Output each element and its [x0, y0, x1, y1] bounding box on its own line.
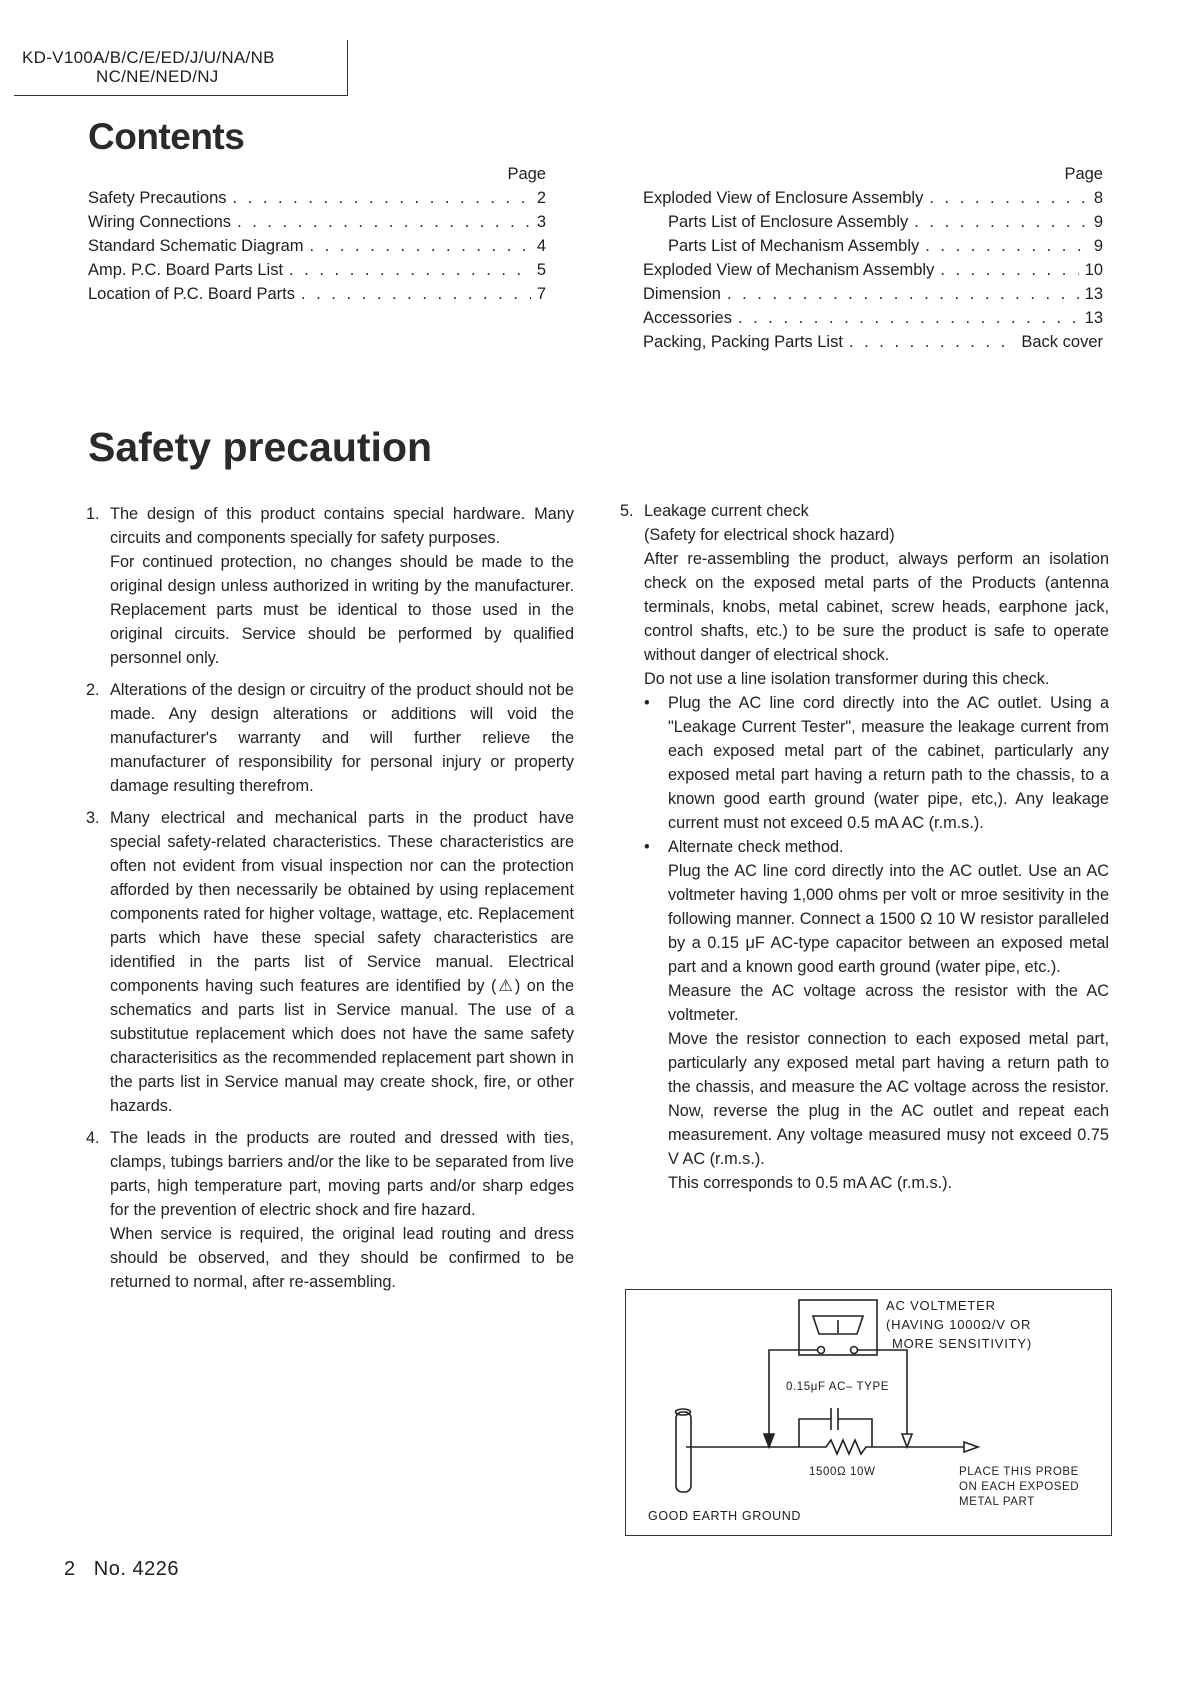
toc-entry[interactable] — [643, 210, 1103, 234]
item-number: 2. — [86, 681, 100, 699]
meter-terminal — [851, 1347, 858, 1354]
toc-entry[interactable] — [643, 330, 1103, 354]
toc-entry-label: Exploded View of Enclosure Assembly — [643, 189, 924, 207]
dot-leader — [849, 330, 1015, 354]
dot-leader — [233, 186, 531, 210]
safety-item-1 — [86, 502, 574, 670]
toc-entry-page: 7 — [536, 285, 546, 303]
toc-entry-page: 4 — [536, 237, 546, 255]
meter-terminal — [818, 1347, 825, 1354]
toc-entry-page: 9 — [1093, 213, 1103, 231]
toc-entry[interactable] — [88, 234, 546, 258]
toc-entry-label: Safety Precautions — [88, 189, 227, 207]
ground-pipe-icon — [676, 1412, 691, 1492]
toc-entry-label: Dimension — [643, 285, 721, 303]
document-number: No. 4226 — [93, 1558, 179, 1580]
safety-left-column — [86, 502, 574, 1302]
toc-entry[interactable] — [88, 210, 546, 234]
toc-entry-label: Accessories — [643, 309, 732, 327]
toc-entry-label: Amp. P.C. Board Parts List — [88, 261, 284, 279]
bullet-item — [644, 835, 1109, 1195]
label-line: METAL PART — [959, 1496, 1035, 1508]
probe-arrow-icon — [764, 1434, 774, 1447]
item-number: 5. — [620, 502, 634, 520]
toc-entry-page: 5 — [536, 261, 546, 279]
leakage-test-diagram — [625, 1289, 1112, 1536]
toc-left — [88, 162, 546, 306]
toc-entry-page: 9 — [1093, 237, 1103, 255]
item-subheading: (Safety for electrical shock hazard) — [644, 526, 895, 544]
label-line: (HAVING 1000Ω/V OR — [886, 1317, 1032, 1332]
page-number: 2 — [64, 1558, 76, 1580]
capacitor-lead — [838, 1419, 872, 1447]
contents-title: Contents — [88, 116, 245, 157]
toc-entry[interactable] — [88, 186, 546, 210]
dot-leader — [301, 282, 531, 306]
toc-entry-label: Location of P.C. Board Parts — [88, 285, 295, 303]
meter-lead-left — [769, 1350, 817, 1444]
toc-entry-label: Exploded View of Mechanism Assembly — [643, 261, 935, 279]
paragraph: Plug the AC line cord directly into the AC outlet. Using a "Leakage Current Tester", measure the leakage current from each exposed metal part of the cabinet, particularly any exposed metal part having a return path to the chassis, to a known good earth ground (water pipe, etc,). Any leakage current must not exceed 0.5 mA AC (r.m.s.). — [668, 694, 1109, 832]
page-footer — [64, 1558, 179, 1581]
paragraph: Move the resistor connection to each exposed metal part, particularly any exposed metal part having a return path to the chassis, and measure the AC voltage across the resistor. Now, reverse the plug in the AC outlet and repeat each measurement. Any voltage measured musy not exceed 0.75 V AC (r.m.s.). — [668, 1030, 1109, 1168]
item-number: 4. — [86, 1129, 100, 1147]
item-number: 3. — [86, 809, 100, 827]
dot-leader — [237, 210, 531, 234]
paragraph: For continued protection, no changes should be made to the original design unless authorized in writing by the manufacturer. Replacement parts must be identical to those used in the original circuits. Service should be performed by qualified personnel only. — [110, 553, 574, 667]
toc-entry-page: 13 — [1084, 309, 1103, 327]
toc-entry-page: 10 — [1084, 261, 1103, 279]
paragraph — [110, 806, 574, 1118]
label-line: MORE SENSITIVITY) — [892, 1336, 1033, 1351]
dot-leader — [940, 258, 1078, 282]
toc-entry[interactable] — [643, 186, 1103, 210]
resistor-label: 1500Ω 10W — [809, 1466, 876, 1478]
safety-item-4 — [86, 1126, 574, 1294]
safety-title: Safety precaution — [88, 424, 433, 470]
safety-right-column — [620, 499, 1109, 1203]
dot-leader — [289, 258, 531, 282]
toc-entry-page: 8 — [1093, 189, 1103, 207]
model-number-line-2: NC/NE/NED/NJ — [96, 67, 219, 86]
label-line: AC VOLTMETER — [886, 1298, 996, 1313]
resistor-symbol — [686, 1440, 966, 1454]
dot-leader — [738, 306, 1079, 330]
paragraph: Alterations of the design or circuitry of the product should not be made. Any design alterations or additions will void the manufacturer's warranty and will further relieve the manufacturer of responsibility for personal injury or property damage resulting therefrom. — [110, 681, 574, 795]
bullet-icon: • — [644, 838, 650, 856]
model-number-line-1: KD-V100A/B/C/E/ED/J/U/NA/NB — [22, 48, 275, 67]
paragraph: Plug the AC line cord directly into the AC outlet. Use an AC voltmeter having 1,000 ohms per volt or mroe sesitivity in the following manner. Connect a 1500 Ω 10 W resistor paralleled by a 0.15 μF AC-type capacitor between an exposed metal part and a known good earth ground (water pipe, etc.). — [668, 862, 1109, 976]
text-segment: Many electrical and mechanical parts in the product have special safety-related characteristics. These characteristics are often not evident from visual inspection nor can the protection afforded by then necessarily be obtained by using replacement components rated for higher voltage, wattage, etc. Replacement parts which have these special safety characteristics are identified in the parts list of Service manual. Electrical components having such features are identified by — [110, 809, 574, 995]
warning-triangle-icon: (⚠) — [491, 977, 521, 995]
safety-item-3 — [86, 806, 574, 1118]
safety-item-5 — [620, 499, 1109, 1195]
toc-entry-label: Standard Schematic Diagram — [88, 237, 304, 255]
toc-entry[interactable] — [88, 282, 546, 306]
toc-right — [643, 162, 1103, 354]
toc-entry-label: Parts List of Mechanism Assembly — [668, 237, 920, 255]
toc-entry-page: 3 — [536, 213, 546, 231]
dot-leader — [914, 210, 1088, 234]
toc-page-header: Page — [507, 165, 546, 183]
paragraph: When service is required, the original lead routing and dress should be observed, and they should be confirmed to be returned to normal, after re-assembling. — [110, 1225, 574, 1291]
paragraph: This corresponds to 0.5 mA AC (r.m.s.). — [668, 1174, 953, 1192]
toc-entry-page: Back cover — [1021, 333, 1103, 351]
toc-entry[interactable] — [643, 234, 1103, 258]
toc-entry-label: Parts List of Enclosure Assembly — [668, 213, 909, 231]
paragraph: The leads in the products are routed and dressed with ties, clamps, tubings barriers and/or the like to be separated from live parts, high temperature part, moving parts and/or sharp edges for the prevention of electric shock and fire hazard. — [110, 1129, 574, 1219]
toc-entry[interactable] — [643, 258, 1103, 282]
toc-entry[interactable] — [643, 306, 1103, 330]
voltmeter-label — [886, 1296, 1032, 1353]
paragraph: After re-assembling the product, always perform an isolation check on the exposed metal parts of the Products (antenna terminals, knobs, metal cabinet, screw heads, earphone jack, control shafts, etc.) to be sure the product is safe to operate without danger of electrical shock. — [644, 550, 1109, 664]
toc-entry-page: 13 — [1084, 285, 1103, 303]
capacitor-lead — [799, 1419, 831, 1447]
toc-entry[interactable] — [643, 282, 1103, 306]
dot-leader — [929, 186, 1087, 210]
probe-arrow-icon — [902, 1434, 912, 1447]
dot-leader — [727, 282, 1079, 306]
bullet-item — [644, 691, 1109, 835]
probe-label — [959, 1465, 1079, 1510]
label-line: ON EACH EXPOSED — [959, 1481, 1080, 1493]
ground-label: GOOD EARTH GROUND — [648, 1509, 802, 1523]
item-heading: Leakage current check — [644, 502, 809, 520]
text-segment: on the schematics and parts list in Service manual. The use of a substitutue replacement which does not have the same safety characterisitics as the recommended replacement part shown in the parts list in Service manual may create shock, fire, or other hazards. — [110, 977, 574, 1115]
toc-page-header: Page — [1064, 165, 1103, 183]
bullet-icon: • — [644, 694, 650, 712]
label-line: PLACE THIS PROBE — [959, 1466, 1079, 1478]
toc-entry[interactable] — [88, 258, 546, 282]
item-number: 1. — [86, 505, 100, 523]
dot-leader — [925, 234, 1088, 258]
capacitor-label: 0.15μF AC– TYPE — [786, 1381, 889, 1393]
paragraph: Alternate check method. — [668, 838, 844, 856]
probe-tip-icon — [964, 1442, 978, 1452]
paragraph: Measure the AC voltage across the resistor with the AC voltmeter. — [668, 982, 1109, 1024]
dot-leader — [310, 234, 531, 258]
toc-entry-page: 2 — [536, 189, 546, 207]
paragraph: The design of this product contains special hardware. Many circuits and components specially for safety purposes. — [110, 505, 574, 547]
safety-item-2 — [86, 678, 574, 798]
meter-lead-right — [858, 1350, 907, 1444]
toc-entry-label: Packing, Packing Parts List — [643, 333, 843, 351]
toc-entry-label: Wiring Connections — [88, 213, 232, 231]
paragraph: Do not use a line isolation transformer during this check. — [644, 670, 1050, 688]
